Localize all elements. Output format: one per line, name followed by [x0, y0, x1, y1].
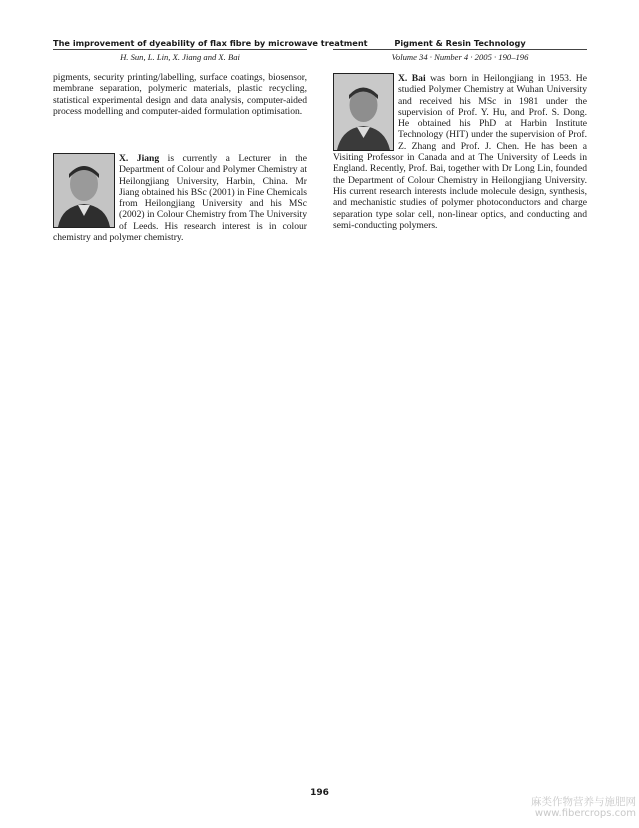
- portrait-bai-icon: [334, 74, 393, 150]
- running-title: The improvement of dyeability of flax fibre by microwave treatment: [53, 38, 368, 48]
- author-photo-bai: [333, 73, 394, 151]
- author-photo-jiang: [53, 153, 115, 228]
- journal-citation: Volume 34 · Number 4 · 2005 · 190–196: [391, 52, 529, 62]
- portrait-jiang-icon: [54, 154, 114, 227]
- header-rule-left: [53, 49, 307, 50]
- running-authors: H. Sun, L. Lin, X. Jiang and X. Bai: [120, 52, 240, 62]
- watermark: [510, 796, 636, 820]
- header-rule-right: [333, 49, 587, 50]
- watermark-url: www.fibercrops.com: [534, 808, 636, 819]
- author-name-jiang: X. Jiang: [119, 153, 160, 164]
- watermark-text: 麻类作物营养与施肥网: [531, 796, 636, 808]
- author-name-bai: X. Bai: [398, 73, 426, 84]
- bio-text-jiang: is currently a Lecturer in the Department of Colour and Polymer Chemistry at Heilongjiang University, Harbin, China. Mr Jiang obtained his BSc (2001) in Fine Chemicals from Heilongjiang University and his MSc (2002) in Colour Chemistry from The University of Leeds. His research interest is in colour chemistry and polymer chemistry.: [53, 153, 307, 244]
- bio-bai: [333, 73, 587, 231]
- bio-text-bai: was born in Heilongjiang in 1953. He studied Polymer Chemistry at Wuhan University and received his MSc in 1981 under the supervision of Prof. Y. Hu, and Prof. S. Dong. He obtained his PhD at Harbin Institute Technology (HIT) under the supervision of Prof. Z. Zhang and Prof. J. Chen. He has been a Visiting Professor in Canada and at The University of Leeds in England. Recently, Prof. Bai, together with Dr Long Lin, founded the Department of Colour Chemistry in Heilongjiang University. His current research interests include molecule design, synthesis, and mechanistic studies of polymer photoconductors and charge separation type solar cell, non-linear optics, and conducting and semi-conducting polymers.: [333, 73, 587, 231]
- page-number: 196: [310, 788, 329, 798]
- bio-jiang: [53, 153, 307, 243]
- intro-paragraph: pigments, security printing/labelling, surface coatings, biosensor, membrane separation, polymeric materials, plastic recycling, statistical experimental design and data analysis, computer-aided process modelling and computer-aided formulation optimisation.: [53, 72, 307, 117]
- journal-title: Pigment & Resin Technology: [394, 38, 526, 48]
